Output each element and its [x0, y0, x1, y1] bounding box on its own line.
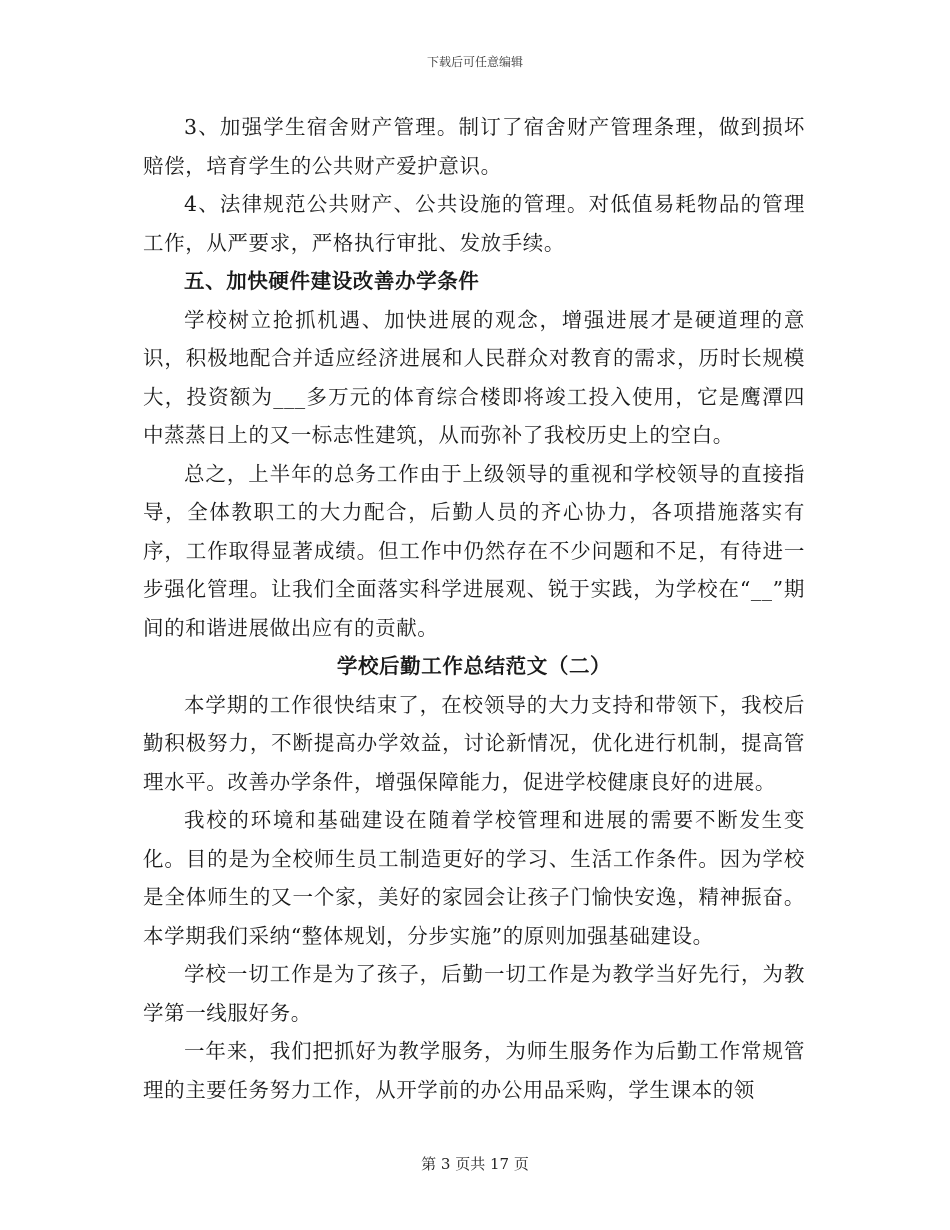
paragraph-semester: 本学期的工作很快结束了，在校领导的大力支持和带领下，我校后勤积极努力，不断提高办学效益，讨论新情况，优化进行机制，提高管理水平。改善办学条件，增强保障能力，促进学校健康良好的进展。: [143, 692, 805, 794]
paragraph-summary: 总之，上半年的总务工作由于上级领导的重视和学校领导的直接指导，全体教职工的大力配合，后勤人员的齐心协力，各项措施落实有序，工作取得显著成绩。但工作中仍然存在不少问题和不足，有待进一步强化管理。让我们全面落实科学进展观、锐于实践，为学校在“__”期间的和谐进展做出应有的贡献。: [143, 461, 805, 640]
paragraph-for-children: 学校一切工作是为了孩子，后勤一切工作是为教学当好先行，为教学第一线服好务。: [143, 962, 805, 1025]
page-footer: 第 3 页共 17 页: [421, 1155, 529, 1173]
header-note: 下载后可任意编辑: [426, 55, 523, 69]
section-title: 学校后勤工作总结范文（二）: [336, 654, 612, 678]
document-body: [143, 108, 805, 1109]
paragraph-public-property: 4、法律规范公共财产、公共设施的管理。对低值易耗物品的管理工作，从严要求，严格执行审批、发放手续。: [143, 192, 805, 255]
paragraph-environment: 我校的环境和基础建设在随着学校管理和进展的需要不断发生变化。目的是为全校师生员工制造更好的学习、生活工作条件。因为学校是全体师生的又一个家，美好的家园会让孩子门愉快安逸，精神振奋。本学期我们采纳“整体规划，分步实施”的原则加强基础建设。: [143, 808, 805, 948]
paragraph-year-review: 一年来，我们把抓好为教学服务，为师生服务作为后勤工作常规管理的主要任务努力工作，从开学前的办公用品采购，学生课本的领: [143, 1039, 805, 1102]
paragraph-dorm-property: 3、加强学生宿舍财产管理。制订了宿舍财产管理条理，做到损坏赔偿，培育学生的公共财产爱护意识。: [143, 115, 805, 178]
heading-hardware-construction: 五、加快硬件建设改善办学条件: [184, 269, 480, 293]
paragraph-development: 学校树立抢抓机遇、加快进展的观念，增强进展才是硬道理的意识，积极地配合并适应经济进展和人民群众对教育的需求，历时长规模大，投资额为___多万元的体育综合楼即将竣工投入使用，它是鹰潭四中蒸蒸日上的又一标志性建筑，从而弥补了我校历史上的空白。: [143, 307, 805, 447]
